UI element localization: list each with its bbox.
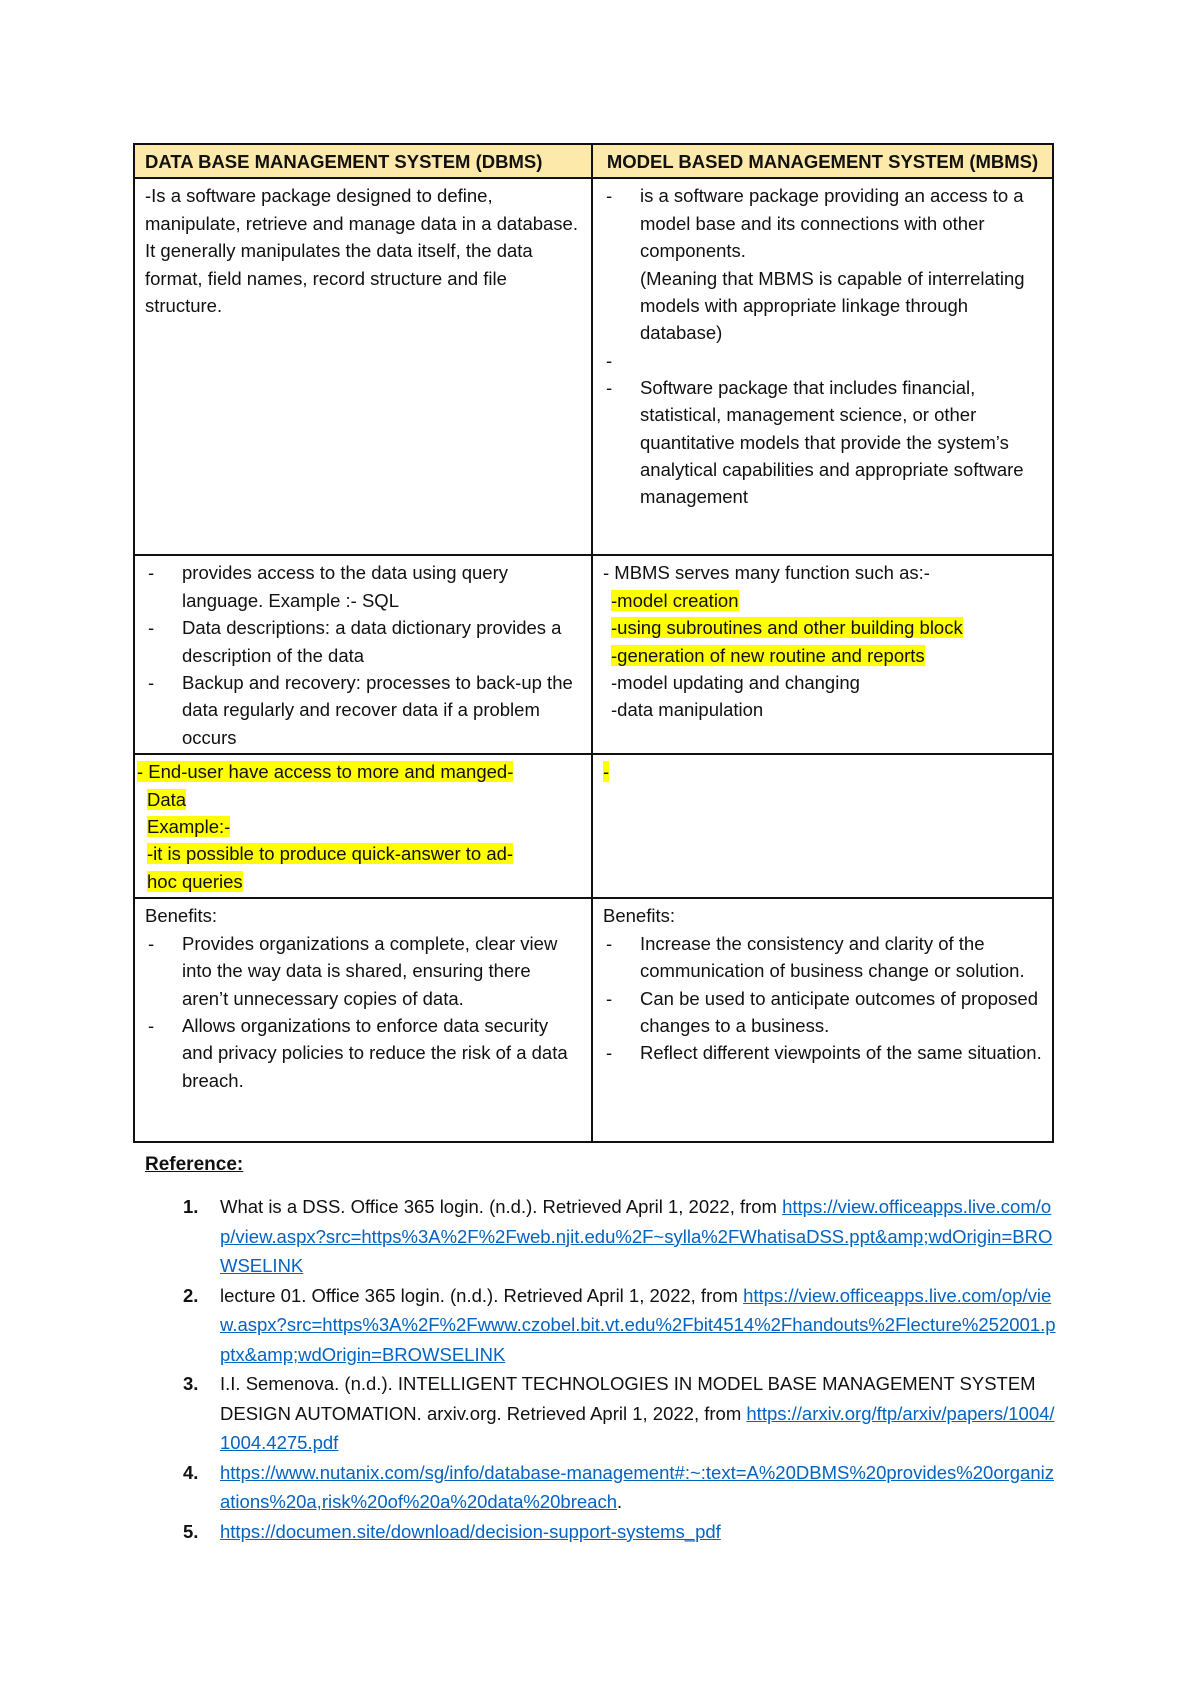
dbms-definition-text: -Is a software package designed to define, manipulate, retrieve and manage data in a database. It generally manipulates the data itself, the data format, field names, record structure and file structure. [145, 185, 578, 317]
enduser-line-5: hoc queries [147, 870, 243, 892]
list-item [137, 813, 581, 840]
mbms-def-note: (Meaning that MBMS is capable of interrelating models with appropriate linkage through database) [640, 267, 1025, 344]
reference-text: What is a DSS. Office 365 login. (n.d.). Retrieved April 1, 2022, from [220, 1196, 783, 1217]
enduser-line-2: Data [147, 788, 187, 810]
reference-list [145, 1192, 1060, 1546]
reference-link[interactable]: https://documen.site/download/decision-support-systems_pdf [220, 1520, 721, 1542]
cell-mbms-functions [592, 555, 1053, 754]
list-item: - Increase the consistency and clarity of the communication of business change or solution. [603, 930, 1042, 985]
cell-mbms-empty [592, 754, 1053, 898]
list-item [603, 642, 1042, 669]
cell-dbms-benefits [134, 898, 592, 1142]
reference-number: 4. [183, 1461, 199, 1483]
list-item [603, 374, 1042, 511]
reference-link[interactable]: https://view.officeapps.live.com/op/view.aspx?src=https%3A%2F%2Fwww.czobel.bit.vt.edu%2Fbit4514%2Fhandouts%2Flecture%252001.pptx&amp;wdOrigin=BROWSELINK [220, 1284, 1056, 1365]
reference-link[interactable]: https://arxiv.org/ftp/arxiv/papers/1004/1004.4275.pdf [220, 1402, 1055, 1453]
reference-number: 5. [183, 1520, 199, 1542]
enduser-line-3: Example:- [147, 816, 231, 838]
list-item [603, 696, 1042, 723]
cell-mbms-definition [592, 178, 1053, 555]
cell-dbms-functions [134, 555, 592, 754]
table-row [134, 178, 1053, 555]
list-item: - Allows organizations to enforce data security and privacy policies to reduce the risk of a data breach. [145, 1012, 581, 1094]
cell-dbms-definition [134, 178, 592, 555]
spacer [603, 347, 1042, 374]
table-row [134, 754, 1053, 898]
list-item [137, 758, 581, 785]
list-item [137, 840, 581, 867]
list-item: - provides access to the data using query language. Example :- SQL [145, 559, 581, 614]
list-item [603, 587, 1042, 614]
reference-title: Reference: [145, 1154, 244, 1175]
reference-link[interactable]: https://www.nutanix.com/sg/info/database-management#:~:text=A%20DBMS%20provides%20organizations%20a,risk%20of%20a%20data%20breach [220, 1461, 1054, 1512]
table-row [134, 555, 1053, 754]
mbms-function-1: -model creation [611, 589, 739, 611]
list-item [603, 614, 1042, 641]
reference-link[interactable]: https://view.officeapps.live.com/op/view.aspx?src=https%3A%2F%2Fweb.njit.edu%2F~sylla%2FWhatisaDSS.ppt&amp;wdOrigin=BROWSELINK [220, 1196, 1053, 1276]
list-item: - Provides organizations a complete, clear view into the way data is shared, ensuring there aren’t unnecessary copies of data. [145, 930, 581, 1012]
mbms-def-1: is a software package providing an access to a model base and its connections with other components. [640, 185, 1024, 262]
reference-item [145, 1192, 1060, 1281]
table-row [134, 898, 1053, 1142]
list-item [137, 786, 581, 813]
cell-dbms-enduser [134, 754, 592, 898]
reference-number: 3. [183, 1373, 199, 1394]
reference-text: lecture 01. Office 365 login. (n.d.). Retrieved April 1, 2022, from [220, 1284, 744, 1306]
list-item: - Can be used to anticipate outcomes of proposed changes to a business. [603, 985, 1042, 1040]
mbms-function-2: -using subroutines and other building block [611, 617, 963, 639]
reference-item [145, 1458, 1060, 1517]
mbms-function-5: -data manipulation [611, 699, 764, 721]
list-item [603, 182, 1042, 346]
table-header-row [134, 144, 1053, 178]
mbms-function-3: -generation of new routine and reports [611, 644, 925, 666]
mbms-function-4: -model updating and changing [611, 672, 860, 694]
reference-item [145, 1517, 1060, 1547]
dbms-benefits-label: Benefits: [145, 905, 217, 927]
mbms-def-2: Software package that includes financial, statistical, management science, or other quantitative models that provide the system’s analytical capabilities and appropriate software management [640, 376, 1024, 508]
header-mbms: MODEL BASED MANAGEMENT SYSTEM (MBMS) [592, 144, 1053, 178]
mbms-dash: - [603, 761, 610, 783]
reference-number: 1. [183, 1196, 199, 1217]
list-item: - Reflect different viewpoints of the same situation. [603, 1039, 1042, 1066]
reference-item [145, 1281, 1060, 1370]
enduser-line-1: - End-user have access to more and manged- [137, 761, 514, 783]
mbms-functions-intro: - MBMS serves many function such as:- [603, 562, 930, 584]
list-item [603, 669, 1042, 696]
reference-number: 2. [183, 1284, 199, 1306]
reference-text: I.I. Semenova. (n.d.). INTELLIGENT TECHNOLOGIES IN MODEL BASE MANAGEMENT SYSTEM DESIGN AUTOMATION. arxiv.org. Retrieved April 1, 2022, from [220, 1373, 1036, 1424]
header-dbms: DATA BASE MANAGEMENT SYSTEM (DBMS) [134, 144, 592, 178]
list-item [137, 868, 581, 895]
list-item: - Backup and recovery: processes to back-up the data regularly and recover data if a problem occurs [145, 669, 581, 751]
reference-suffix: . [617, 1491, 623, 1512]
reference-item [145, 1369, 1060, 1458]
cell-mbms-benefits [592, 898, 1053, 1142]
mbms-benefits-label: Benefits: [603, 905, 675, 927]
comparison-table [133, 143, 1054, 1143]
enduser-line-4: -it is possible to produce quick-answer to ad- [147, 843, 514, 865]
list-item: - Data descriptions: a data dictionary provides a description of the data [145, 614, 581, 669]
